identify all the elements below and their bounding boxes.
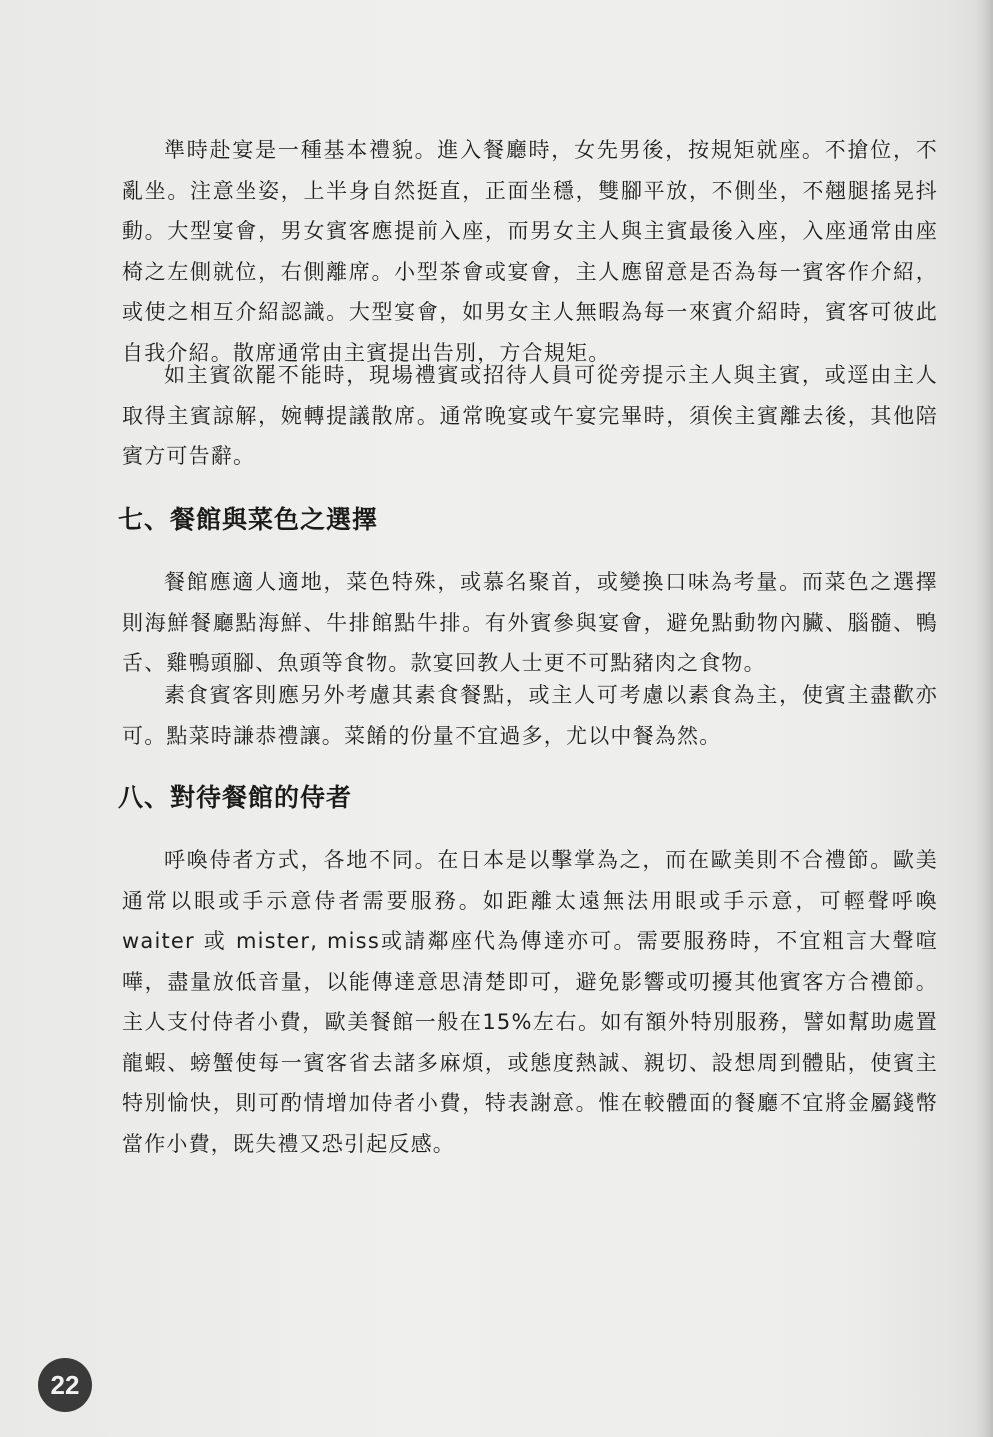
section-7-heading: 七、餐館與菜色之選擇 xyxy=(118,505,379,534)
section-8-paragraph-1: 呼喚侍者方式，各地不同。在日本是以擊掌為之，而在歐美則不合禮節。歐美通常以眼或手示意侍者需要服務。如距離太遠無法用眼或手示意，可輕聲呼喚 waiter 或 mister, miss或請鄰座代為傳達亦可。需要服務時，不宜粗言大聲喧嘩，盡量放低音量，以能傳達意思清楚即可，避免影響或叨擾其他賓客方合禮節。主人支付侍者小費，歐美餐館一般在15%左右。如有額外特別服務，譬如幫助處置龍蝦、螃蟹使每一賓客省去諸多麻煩，或態度熱誠、親切、設想周到體貼，使賓主特別愉快，則可酌情增加侍者小費，特表謝意。惟在較體面的餐廳不宜將金屬錢幣當作小費，既失禮又恐引起反感。 xyxy=(122,848,938,1156)
section-6-paragraph-2: 如主賓欲罷不能時，現場禮賓或招待人員可從旁提示主人與主賓，或逕由主人取得主賓諒解，婉轉提議散席。通常晚宴或午宴完畢時，須俟主賓離去後，其他陪賓方可告辭。 xyxy=(122,363,938,468)
section-7-paragraph-1: 餐館應適人適地，菜色特殊，或慕名聚首，或變換口味為考量。而菜色之選擇則海鮮餐廳點海鮮、牛排館點牛排。有外賓參與宴會，避免點動物內臟、腦髓、鴨舌、雞鴨頭腳、魚頭等食物。款宴回教人士更不可點豬肉之食物。 xyxy=(122,570,938,675)
section-7-paragraph-2: 素食賓客則應另外考慮其素食餐點，或主人可考慮以素食為主，使賓主盡歡亦可。點菜時謙恭禮讓。菜餚的份量不宜過多，尤以中餐為然。 xyxy=(122,683,938,748)
page-edge-shadow xyxy=(975,0,993,1437)
section-8-heading: 八、對待餐館的侍者 xyxy=(118,783,353,812)
page-number-badge: 22 xyxy=(38,1358,92,1412)
section-6-paragraph-1: 準時赴宴是一種基本禮貌。進入餐廳時，女先男後，按規矩就座。不搶位，不亂坐。注意坐姿，上半身自然挺直，正面坐穩，雙腳平放，不側坐，不翹腿搖晃抖動。大型宴會，男女賓客應提前入座，而男女主人與主賓最後入座，入座通常由座椅之左側就位，右側離席。小型茶會或宴會，主人應留意是否為每一賓客作介紹，或使之相互介紹認識。大型宴會，如男女主人無暇為每一來賓介紹時，賓客可彼此自我介紹。散席通常由主賓提出告別，方合規矩。 xyxy=(122,138,938,365)
